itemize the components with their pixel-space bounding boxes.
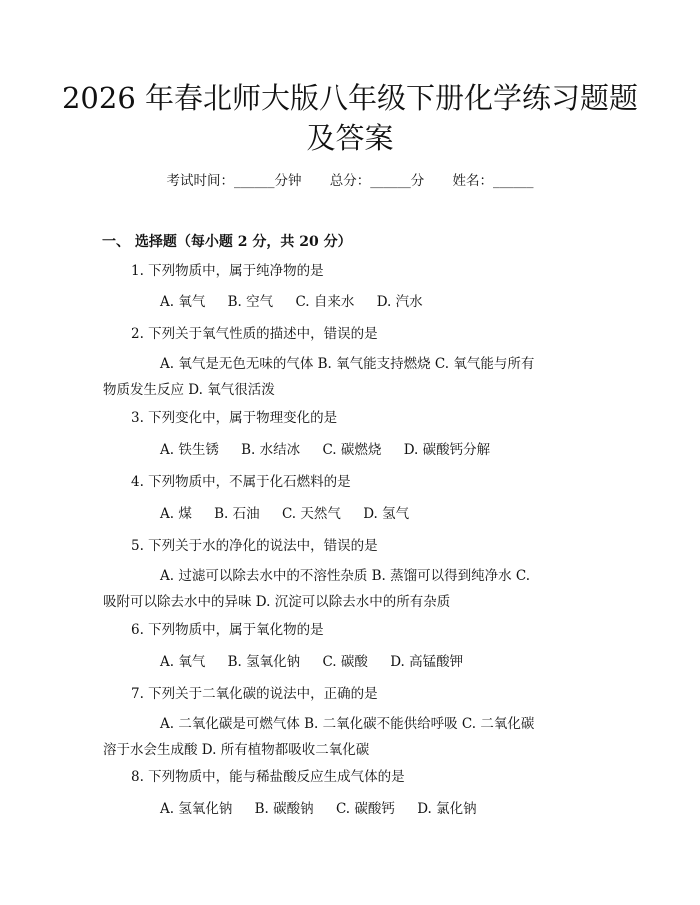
question-stem: 7. 下列关于二氧化碳的说法中，正确的是 xyxy=(131,686,378,702)
question-options xyxy=(160,293,441,311)
option: A. 氧气 xyxy=(160,294,206,310)
option: B. 石油 xyxy=(214,506,260,522)
question-options xyxy=(160,441,508,459)
exam-time-field: 考试时间：______分钟 xyxy=(166,173,302,189)
option: C. 碳酸 xyxy=(322,654,368,670)
option: C. 自来水 xyxy=(295,294,355,310)
question-options xyxy=(160,800,495,818)
exam-info xyxy=(0,169,700,189)
student-name-field: 姓名：______ xyxy=(452,173,534,189)
option: C. 碳燃烧 xyxy=(322,442,382,458)
options-line: A. 二氧化碳是可燃气体 B. 二氧化碳不能供给呼吸 C. 二氧化碳 xyxy=(160,716,535,732)
question-options xyxy=(160,505,427,523)
question-stem: 5. 下列关于水的净化的说法中，错误的是 xyxy=(131,538,378,554)
title-line-1: 2026 年春北师大版八年级下册化学练习题题 xyxy=(61,81,639,115)
option: B. 碳酸钠 xyxy=(254,801,314,817)
question-stem: 8. 下列物质中，能与稀盐酸反应生成气体的是 xyxy=(131,769,405,785)
option: B. 氢氧化钠 xyxy=(227,654,301,670)
question-stem: 6. 下列物质中，属于氧化物的是 xyxy=(131,622,324,638)
option: C. 碳酸钙 xyxy=(335,801,395,817)
option: A. 煤 xyxy=(160,506,192,522)
question-options xyxy=(103,351,593,403)
section-heading-choice: 一、 选择题（每小题 2 分，共 20 分） xyxy=(102,234,352,250)
document-title xyxy=(60,78,640,158)
option: D. 碳酸钙分解 xyxy=(403,442,491,458)
option: B. 水结冰 xyxy=(241,442,301,458)
option: D. 高锰酸钾 xyxy=(390,654,464,670)
option: D. 汽水 xyxy=(376,294,423,310)
question-options xyxy=(160,653,481,671)
option: C. 天然气 xyxy=(281,506,341,522)
options-line: 吸附可以除去水中的异味 D. 沉淀可以除去水中的所有杂质 xyxy=(103,594,451,610)
question-stem: 2. 下列关于氧气性质的描述中，错误的是 xyxy=(131,326,378,342)
question-options xyxy=(103,711,593,763)
options-line: A. 过滤可以除去水中的不溶性杂质 B. 蒸馏可以得到纯净水 C. xyxy=(160,568,531,584)
option: D. 氢气 xyxy=(363,506,410,522)
total-score-field: 总分：______分 xyxy=(329,173,425,189)
options-line: 溶于水会生成酸 D. 所有植物都吸收二氧化碳 xyxy=(103,742,370,758)
option: D. 氯化钠 xyxy=(417,801,477,817)
question-options xyxy=(103,563,593,615)
options-line: A. 氧气是无色无味的气体 B. 氧气能支持燃烧 C. 氧气能与所有 xyxy=(160,356,535,372)
options-line: 物质发生反应 D. 氧气很活泼 xyxy=(103,382,275,398)
option: A. 氢氧化钠 xyxy=(160,801,233,817)
option: A. 氧气 xyxy=(160,654,206,670)
option: A. 铁生锈 xyxy=(160,442,219,458)
question-stem: 1. 下列物质中，属于纯净物的是 xyxy=(131,263,324,279)
title-line-2: 及答案 xyxy=(306,121,394,155)
question-stem: 4. 下列物质中，不属于化石燃料的是 xyxy=(131,474,351,490)
question-stem: 3. 下列变化中，属于物理变化的是 xyxy=(131,410,338,426)
option: B. 空气 xyxy=(227,294,274,310)
